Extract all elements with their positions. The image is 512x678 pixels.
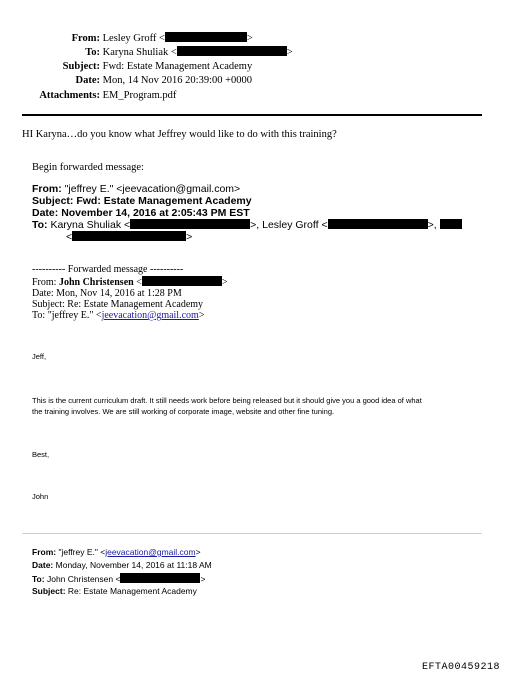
fwd3-from-row: From: "jeffrey E." <jeevacation@gmail.com> <box>32 547 201 557</box>
header-to-row: To: Karyna Shuliak < > <box>0 46 293 58</box>
fwd2-from-row: From: John Christensen < > <box>32 277 228 288</box>
intro-text: HI Karyna…do you know what Jeffrey would like to do with this training? <box>22 129 337 140</box>
body-greeting: Jeff, <box>32 352 47 361</box>
email-link[interactable]: jeevacation@gmail.com <box>101 310 199 321</box>
fwd1-to-value: Karyna Shuliak < <box>50 219 131 231</box>
header-from-label: From: <box>71 33 100 44</box>
fwd1-date-row <box>32 207 250 219</box>
email-link[interactable]: jeevacation@gmail.com <box>105 547 196 557</box>
fwd2-subject-line: Subject: Re: Estate Management Academy <box>32 299 204 310</box>
fwd1-from-label: From: <box>32 183 62 195</box>
redaction-block <box>328 219 428 229</box>
redaction-block <box>120 573 200 583</box>
header-from-value: Lesley Groff < <box>102 33 165 44</box>
fwd2-from-name: John Christensen <box>58 277 134 288</box>
fwd1-date-value: November 14, 2016 at 2:05:43 PM EST <box>61 207 250 219</box>
fwd3-subject-value: Re: Estate Management Academy <box>67 586 197 596</box>
begin-forwarded-label: Begin forwarded message: <box>32 162 144 173</box>
fwd1-to-row-2: < > <box>66 231 193 243</box>
fwd3-date-row <box>32 560 212 570</box>
fwd1-from-value: "jeffrey E." <jeevacation@gmail.com> <box>64 183 241 195</box>
header-from-row: From: Lesley Groff < > <box>0 32 253 44</box>
fwd3-date-value: Monday, November 14, 2016 at 11:18 AM <box>55 560 212 570</box>
fwd1-to-row: To: Karyna Shuliak < >, Lesley Groff < >, <box>32 219 462 231</box>
body-paragraph-line-1: This is the current curriculum draft. It still needs work before being released but it should give you a good idea of what <box>32 396 422 405</box>
fwd3-to-label: To: <box>32 574 45 584</box>
fwd1-subject-row <box>32 195 252 207</box>
body-paragraph-line-2: the training involves. We are still working of corporate image, website and other fine tuning. <box>32 407 335 416</box>
header-divider <box>22 114 482 116</box>
fwd2-to-row: To: "jeffrey E." <jeevacation@gmail.com> <box>32 310 205 321</box>
body-closing: Best, <box>32 450 50 459</box>
header-to-label: To: <box>85 47 100 58</box>
fwd1-subject-label: Subject: <box>32 195 74 207</box>
fwd2-date-line: Date: Mon, Nov 14, 2016 at 1:28 PM <box>32 288 182 299</box>
redaction-block <box>130 219 250 229</box>
header-date-label: Date: <box>75 75 100 86</box>
fwd1-from-row <box>32 183 240 195</box>
redaction-block <box>440 219 462 229</box>
fwd2-from-label: From: <box>32 277 57 288</box>
body-signature: John <box>32 492 49 501</box>
fwd1-date-label: Date: <box>32 207 59 219</box>
fwd1-subject-value: Fwd: Estate Management Academy <box>76 195 252 207</box>
attachment-link[interactable]: EM_Program.pdf <box>102 90 177 101</box>
header-attachments-row <box>0 90 176 101</box>
header-subject-value: Fwd: Estate Management Academy <box>102 61 253 72</box>
header-attachments-label: Attachments: <box>39 90 100 101</box>
bates-number: EFTA00459218 <box>421 662 500 673</box>
redaction-block <box>177 46 287 56</box>
header-date-value: Mon, 14 Nov 2016 20:39:00 +0000 <box>102 75 253 86</box>
fwd3-from-label: From: <box>32 547 57 557</box>
fwd3-to-row: To: John Christensen < > <box>32 574 206 584</box>
header-subject-label: Subject: <box>62 61 100 72</box>
redaction-block <box>72 231 186 241</box>
forwarded-separator: ---------- Forwarded message ---------- <box>32 264 184 275</box>
fwd3-to-value: John Christensen < <box>46 574 121 584</box>
fwd3-date-label: Date: <box>32 560 54 570</box>
header-to-value: Karyna Shuliak < <box>102 47 177 58</box>
redaction-block <box>142 276 222 286</box>
header-subject-row <box>0 61 252 72</box>
redaction-block <box>165 32 247 42</box>
fwd3-subject-row <box>32 586 197 596</box>
header-date-row <box>0 75 252 86</box>
fwd1-to-label: To: <box>32 219 48 231</box>
fwd3-subject-label: Subject: <box>32 586 66 596</box>
quote-divider <box>22 533 482 534</box>
